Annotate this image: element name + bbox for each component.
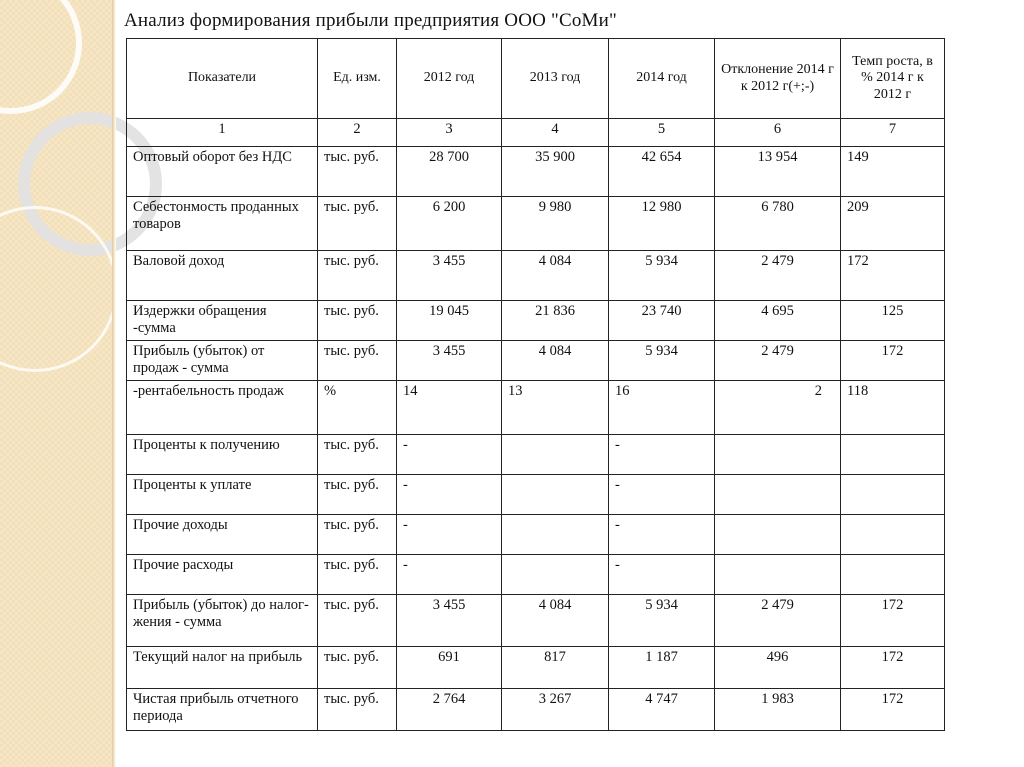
value-2013: [502, 515, 609, 555]
table-row: [127, 475, 945, 515]
header-2013: 2013 год: [502, 39, 609, 119]
value-deviation: 2 479: [715, 595, 841, 647]
value-2012: -: [397, 515, 502, 555]
value-2014: 5 934: [609, 595, 715, 647]
value-2013: 4 084: [502, 595, 609, 647]
value-2014: -: [609, 435, 715, 475]
value-2012: -: [397, 555, 502, 595]
profit-analysis-table: [126, 38, 945, 731]
header-indicator: Показатели: [127, 39, 318, 119]
value-growth: 118: [841, 381, 945, 435]
row-label: Чистая прибыль отчетного периода: [127, 689, 318, 731]
page-title: Анализ формирования прибыли предприятия ООО "СоМи": [124, 10, 617, 31]
table-row: [127, 555, 945, 595]
value-deviation: [715, 555, 841, 595]
value-2014: 1 187: [609, 647, 715, 689]
table-row: [127, 251, 945, 301]
row-unit: тыс. руб.: [318, 147, 397, 197]
value-deviation: [715, 435, 841, 475]
value-2014: 4 747: [609, 689, 715, 731]
value-2014: 5 934: [609, 341, 715, 381]
value-2012: 28 700: [397, 147, 502, 197]
row-label: Оптовый оборот без НДС: [127, 147, 318, 197]
row-label: Прочие расходы: [127, 555, 318, 595]
value-2012: 2 764: [397, 689, 502, 731]
row-unit: тыс. руб.: [318, 251, 397, 301]
value-2012: -: [397, 435, 502, 475]
value-2014: 16: [609, 381, 715, 435]
value-deviation: [715, 475, 841, 515]
value-growth: 172: [841, 341, 945, 381]
row-unit: тыс. руб.: [318, 555, 397, 595]
row-unit: тыс. руб.: [318, 475, 397, 515]
value-2012: -: [397, 475, 502, 515]
value-deviation: 6 780: [715, 197, 841, 251]
row-label: -рентабельность продаж: [127, 381, 318, 435]
value-deviation: 496: [715, 647, 841, 689]
table-row: [127, 341, 945, 381]
table-row: [127, 689, 945, 731]
row-label: Себестонмость проданных товаров: [127, 197, 318, 251]
column-number: 7: [841, 119, 945, 147]
value-2012: 6 200: [397, 197, 502, 251]
row-label: Текущий налог на прибыль: [127, 647, 318, 689]
value-2014: -: [609, 555, 715, 595]
value-2014: 42 654: [609, 147, 715, 197]
decorative-ring: [0, 0, 82, 114]
value-2013: 35 900: [502, 147, 609, 197]
value-2013: [502, 475, 609, 515]
header-2012: 2012 год: [397, 39, 502, 119]
row-unit: тыс. руб.: [318, 341, 397, 381]
row-unit: тыс. руб.: [318, 595, 397, 647]
value-2013: 817: [502, 647, 609, 689]
row-unit: тыс. руб.: [318, 515, 397, 555]
value-2012: 3 455: [397, 595, 502, 647]
row-label: Прочие доходы: [127, 515, 318, 555]
value-2013: 4 084: [502, 341, 609, 381]
value-2014: -: [609, 515, 715, 555]
side-panel-edge: [112, 0, 116, 767]
column-number-row: [127, 119, 945, 147]
value-deviation: 1 983: [715, 689, 841, 731]
value-2012: 3 455: [397, 341, 502, 381]
value-growth: 172: [841, 251, 945, 301]
value-growth: 172: [841, 689, 945, 731]
value-2013: [502, 435, 609, 475]
table-row: [127, 197, 945, 251]
column-number: 3: [397, 119, 502, 147]
value-2012: 19 045: [397, 301, 502, 341]
value-growth: 125: [841, 301, 945, 341]
value-growth: [841, 555, 945, 595]
value-deviation: [715, 515, 841, 555]
value-2014: -: [609, 475, 715, 515]
column-number: 5: [609, 119, 715, 147]
value-2014: 5 934: [609, 251, 715, 301]
value-deviation: 2: [715, 381, 841, 435]
table-row: [127, 381, 945, 435]
value-2013: 3 267: [502, 689, 609, 731]
value-2014: 12 980: [609, 197, 715, 251]
value-growth: [841, 515, 945, 555]
value-2013: 9 980: [502, 197, 609, 251]
value-growth: [841, 435, 945, 475]
row-label: Валовой доход: [127, 251, 318, 301]
value-growth: 149: [841, 147, 945, 197]
value-deviation: 13 954: [715, 147, 841, 197]
row-unit: тыс. руб.: [318, 689, 397, 731]
value-growth: 209: [841, 197, 945, 251]
table-row: [127, 515, 945, 555]
table-row: [127, 435, 945, 475]
row-label: Прибыль (убыток) от продаж - сумма: [127, 341, 318, 381]
value-2013: 4 084: [502, 251, 609, 301]
value-growth: [841, 475, 945, 515]
value-2013: 21 836: [502, 301, 609, 341]
header-2014: 2014 год: [609, 39, 715, 119]
value-2012: 691: [397, 647, 502, 689]
value-deviation: 2 479: [715, 251, 841, 301]
row-label: Издержки обращения -сумма: [127, 301, 318, 341]
column-number: 4: [502, 119, 609, 147]
value-2012: 14: [397, 381, 502, 435]
value-2013: [502, 555, 609, 595]
header-growth: Темп роста, в % 2014 г к 2012 г: [841, 39, 945, 119]
table-row: [127, 301, 945, 341]
value-2012: 3 455: [397, 251, 502, 301]
row-label: Прибыль (убыток) до налог-жения - сумма: [127, 595, 318, 647]
row-label: Проценты к уплате: [127, 475, 318, 515]
value-2014: 23 740: [609, 301, 715, 341]
value-growth: 172: [841, 647, 945, 689]
header-unit: Ед. изм.: [318, 39, 397, 119]
row-unit: %: [318, 381, 397, 435]
row-label: Проценты к получению: [127, 435, 318, 475]
column-number: 2: [318, 119, 397, 147]
row-unit: тыс. руб.: [318, 435, 397, 475]
row-unit: тыс. руб.: [318, 301, 397, 341]
row-unit: тыс. руб.: [318, 197, 397, 251]
column-number: 1: [127, 119, 318, 147]
table-row: [127, 647, 945, 689]
value-growth: 172: [841, 595, 945, 647]
table-row: [127, 595, 945, 647]
value-deviation: 2 479: [715, 341, 841, 381]
column-number: 6: [715, 119, 841, 147]
header-deviation: Отклонение 2014 г к 2012 г(+;-): [715, 39, 841, 119]
header-row: [127, 39, 945, 119]
value-deviation: 4 695: [715, 301, 841, 341]
value-2013: 13: [502, 381, 609, 435]
table-row: [127, 147, 945, 197]
decorative-side-panel: [0, 0, 112, 767]
row-unit: тыс. руб.: [318, 647, 397, 689]
